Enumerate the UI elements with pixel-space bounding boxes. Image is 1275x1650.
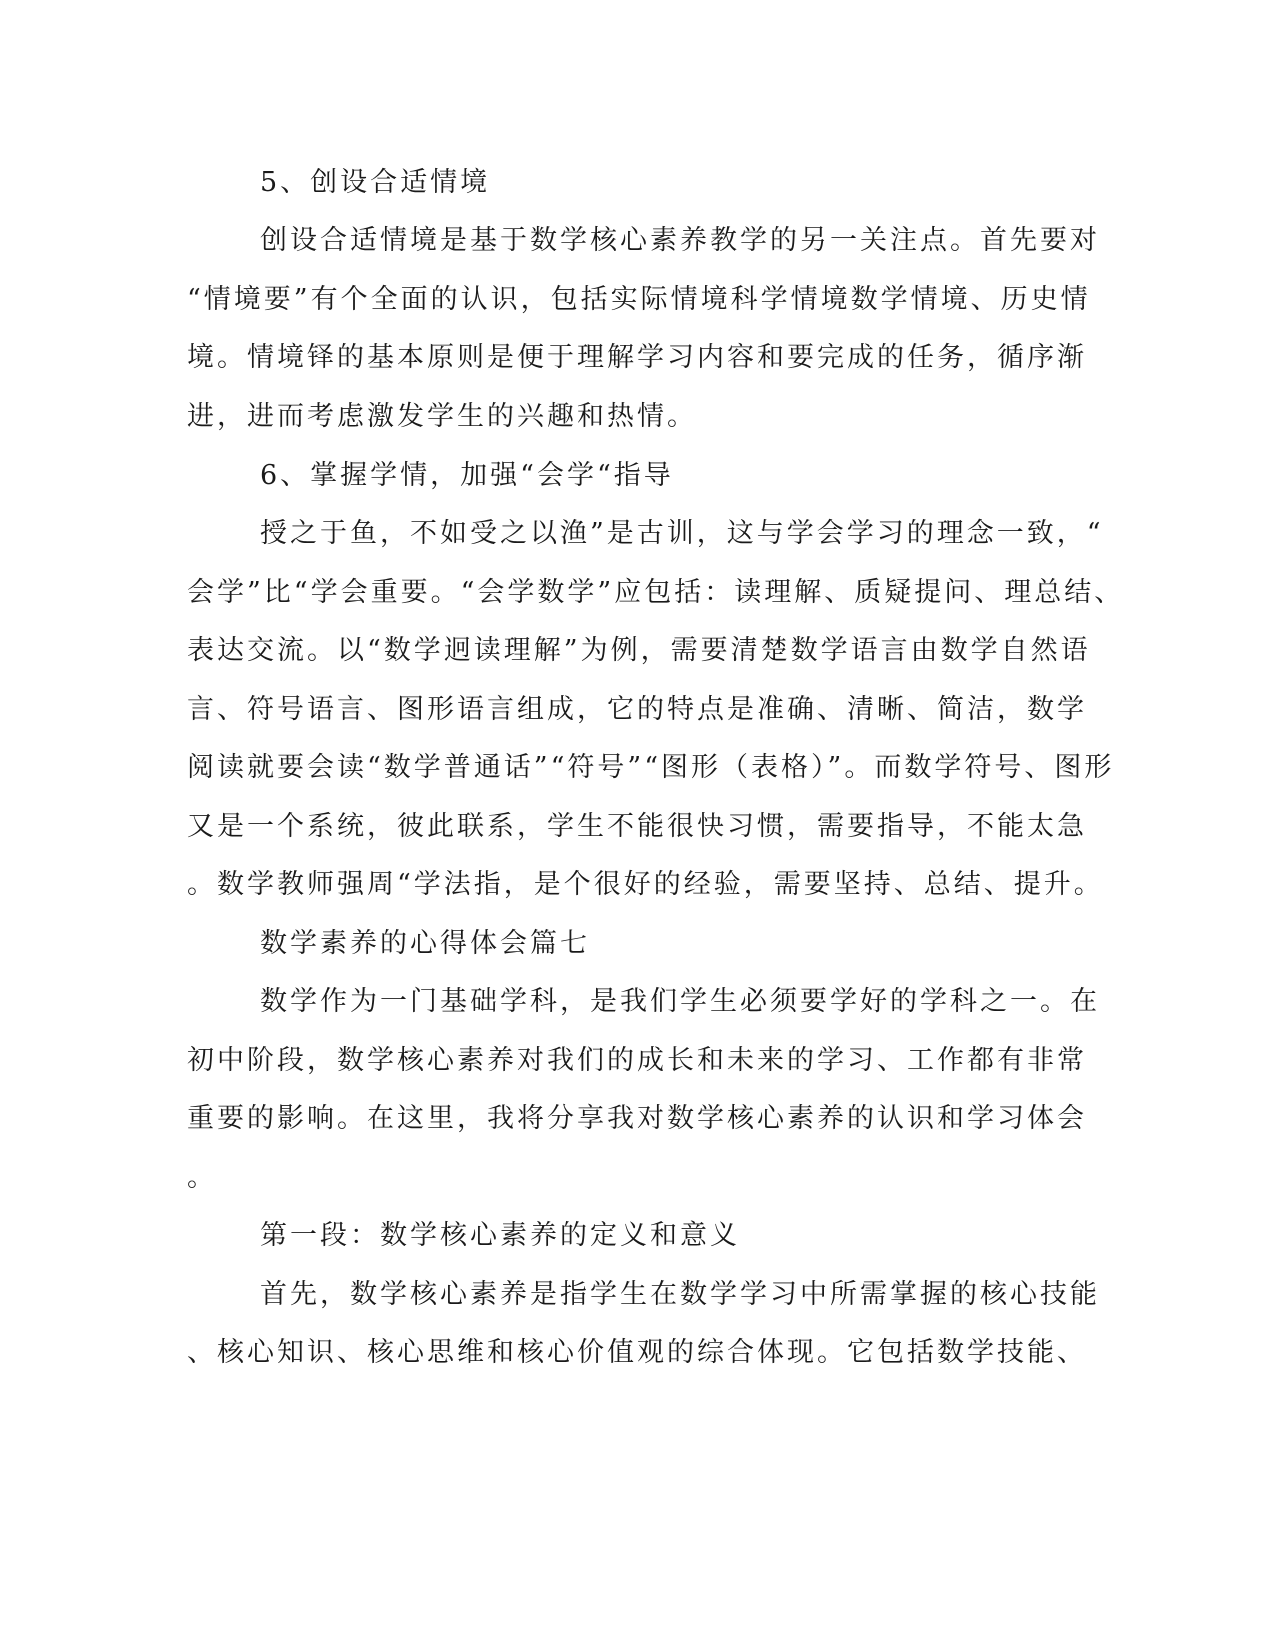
paragraph-line: “情境要”有个全面的认识，包括实际情境科学情境数学情境、历史情 [187,284,1091,315]
paragraph-line: 初中阶段，数学核心素养对我们的成长和未来的学习、工作都有非常 [187,1045,1087,1076]
paragraph-line: 创设合适情境是基于数学核心素养教学的另一关注点。首先要对 [260,225,1100,256]
paragraph-line: 首先，数学核心素养是指学生在数学学习中所需掌握的核心技能 [260,1279,1100,1310]
paragraph-line: 境。情境铎的基本原则是便于理解学习内容和要完成的任务，循序渐 [187,342,1087,373]
paragraph-line: 、核心知识、核心思维和核心价值观的综合体现。它包括数学技能、 [187,1337,1087,1368]
paragraph-line: 。数学教师强周“学法指，是个很好的经验，需要坚持、总结、提升。 [187,869,1104,900]
paragraph-line: 数学作为一门基础学科，是我们学生必须要学好的学科之一。在 [260,986,1100,1017]
paragraph-line: 会学”比“学会重要。“会学数学”应包括：读理解、质疑提问、理总结、 [187,577,1125,608]
section-heading: 6、掌握学情，加强“会学“指导 [260,460,674,491]
paragraph-line: 授之于鱼，不如受之以渔”是古训，这与学会学习的理念一致，“ [260,518,1104,549]
paragraph-line: 阅读就要会读“数学普通话”“符号”“图形（表格）”。而数学符号、图形 [187,752,1115,783]
paragraph-line: 重要的影响。在这里，我将分享我对数学核心素养的认识和学习体会 [187,1103,1087,1134]
paragraph-line: 言、符号语言、图形语言组成，它的特点是准确、清晰、简洁，数学 [187,694,1087,725]
section-heading: 5、创设合适情境 [260,167,491,198]
paragraph-line: 进，进而考虑激发学生的兴趣和热情。 [187,401,697,432]
paragraph-line: 又是一个系统，彼此联系，学生不能很快习惯，需要指导，不能太急 [187,811,1087,842]
section-heading: 第一段：数学核心素养的定义和意义 [260,1220,740,1251]
paragraph-line: 表达交流。以“数学迥读理解”为例，需要清楚数学语言由数学自然语 [187,635,1091,666]
section-heading: 数学素养的心得体会篇七 [260,928,590,959]
paragraph-line: 。 [187,1162,217,1193]
